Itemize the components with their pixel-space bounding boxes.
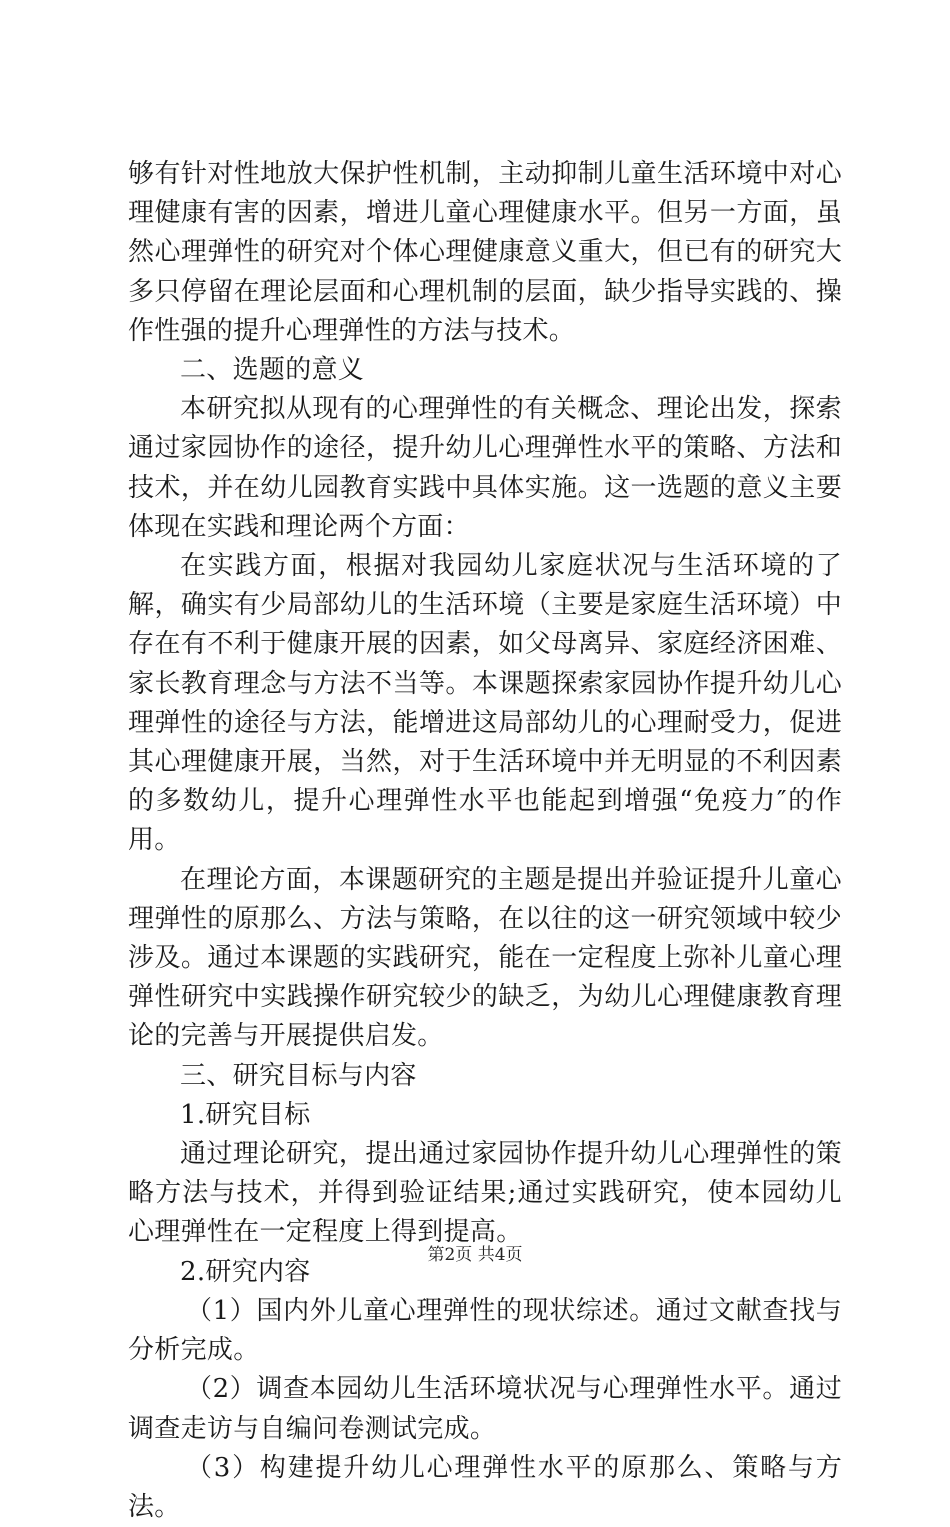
page-footer: [0, 1240, 950, 1265]
document-body: [128, 155, 842, 1527]
paragraph-research-intro: 本研究拟从现有的心理弹性的有关概念、理论出发，探索通过家园协作的途径，提升幼儿心理弹性水平的策略、方法和技术，并在幼儿园教育实践中具体实施。这一选题的意义主要体现在实践和理论两个方面：: [128, 394, 842, 542]
page-number-label: 第2页 共4页: [427, 1245, 523, 1265]
list-item-3: （3）构建提升幼儿心理弹性水平的原那么、策略与方法。: [128, 1452, 842, 1522]
paragraph-continuation: 够有针对性地放大保护性机制，主动抑制儿童生活环境中对心理健康有害的因素，增进儿童心理健康水平。但另一方面，虽然心理弹性的研究对个体心理健康意义重大，但已有的研究大多只停留在理论层面和心理机制的层面，缺少指导实践的、操作性强的提升心理弹性的方法与技术。: [128, 159, 842, 346]
list-item-2: （2）调查本园幼儿生活环境状况与心理弹性水平。通过调查走访与自编问卷测试完成。: [128, 1374, 842, 1444]
section-heading-significance: 二、选题的意义: [180, 355, 365, 386]
paragraph-practice: 在实践方面，根据对我园幼儿家庭状况与生活环境的了解，确实有少局部幼儿的生活环境（主要是家庭生活环境）中存在有不利于健康开展的因素，如父母离异、家庭经济困难、家长教育理念与方法不当等。本课题探索家园协作提升幼儿心理弹性的途径与方法，能增进这局部幼儿的心理耐受力，促进其心理健康开展，当然，对于生活环境中并无明显的不利因素的多数幼儿，提升心理弹性水平也能起到增强“免疫力″的作用。: [128, 551, 842, 856]
paragraph-research-goals: 通过理论研究，提出通过家园协作提升幼儿心理弹性的策略方法与技术，并得到验证结果;通过实践研究，使本园幼儿心理弹性在一定程度上得到提高。: [128, 1139, 842, 1248]
section-heading-goals-content: 三、研究目标与内容: [180, 1060, 417, 1091]
paragraph-theory: 在理论方面，本课题研究的主题是提出并验证提升儿童心理弹性的原那么、方法与策略，在以往的这一研究领域中较少涉及。通过本课题的实践研究，能在一定程度上弥补儿童心理弹性研究中实践操作研究较少的缺乏，为幼儿心理健康教育理论的完善与开展提供启发。: [128, 864, 842, 1052]
subheading-research-content: 2.研究内容: [180, 1256, 311, 1287]
list-item-1: （1）国内外儿童心理弹性的现状综述。通过文献查找与分析完成。: [128, 1295, 842, 1366]
subheading-research-goals: 1.研究目标: [180, 1099, 311, 1130]
